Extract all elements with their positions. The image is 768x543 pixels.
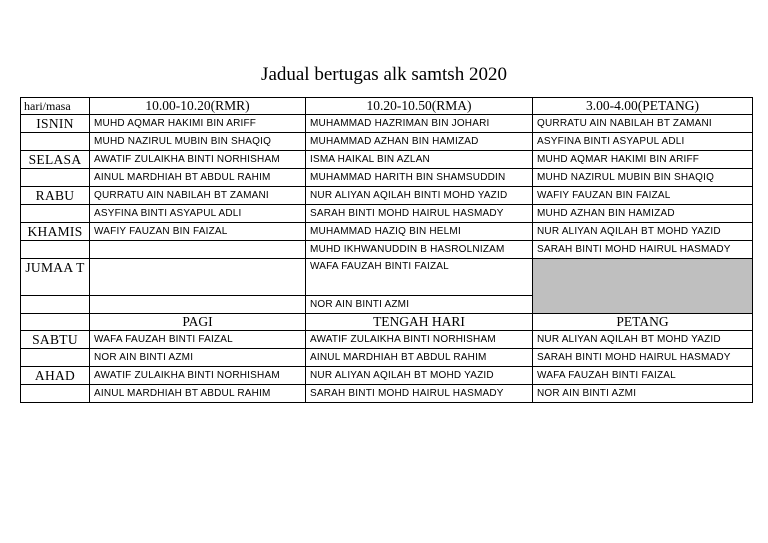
name-cell: MUHD IKHWANUDDIN B HASROLNIZAM [306, 241, 533, 259]
name-cell: ASYFINA BINTI ASYAPUL ADLI [90, 205, 306, 223]
day-cell [21, 296, 90, 314]
weekend-header-row [21, 314, 753, 331]
name-cell: QURRATU AIN NABILAH BT ZAMANI [90, 187, 306, 205]
header-slot-rmr: 10.00-10.20(RMR) [90, 98, 306, 115]
table-row [21, 133, 753, 151]
weekend-header-pagi: PAGI [90, 314, 306, 331]
name-cell: AWATIF ZULAIKHA BINTI NORHISHAM [90, 367, 306, 385]
name-cell: AINUL MARDHIAH BT ABDUL RAHIM [90, 169, 306, 187]
name-cell [90, 296, 306, 314]
day-cell [21, 205, 90, 223]
name-cell: NOR AIN BINTI AZMI [306, 296, 533, 314]
name-cell: NOR AIN BINTI AZMI [533, 385, 753, 403]
table-row [21, 385, 753, 403]
day-cell: AHAD [21, 367, 90, 385]
day-cell [21, 241, 90, 259]
header-slot-rma: 10.20-10.50(RMA) [306, 98, 533, 115]
name-cell: MUHD AQMAR HAKIMI BIN ARIFF [533, 151, 753, 169]
table-row [21, 331, 753, 349]
name-cell: MUHD NAZIRUL MUBIN BIN SHAQIQ [533, 169, 753, 187]
name-cell: ISMA HAIKAL BIN AZLAN [306, 151, 533, 169]
name-cell: ASYFINA BINTI ASYAPUL ADLI [533, 133, 753, 151]
name-cell: SARAH BINTI MOHD HAIRUL HASMADY [306, 205, 533, 223]
name-cell: AWATIF ZULAIKHA BINTI NORHISHAM [306, 331, 533, 349]
day-cell [21, 169, 90, 187]
day-cell [21, 133, 90, 151]
name-cell: AWATIF ZULAIKHA BINTI NORHISHAM [90, 151, 306, 169]
name-cell: AINUL MARDHIAH BT ABDUL RAHIM [90, 385, 306, 403]
table-row [21, 241, 753, 259]
day-cell [21, 385, 90, 403]
name-cell: SARAH BINTI MOHD HAIRUL HASMADY [306, 385, 533, 403]
day-cell: RABU [21, 187, 90, 205]
duty-roster-table [20, 97, 753, 403]
shaded-cell [533, 259, 753, 314]
name-cell: WAFA FAUZAH BINTI FAIZAL [533, 367, 753, 385]
name-cell: NUR ALIYAN AQILAH BT MOHD YAZID [533, 331, 753, 349]
table-row [21, 151, 753, 169]
name-cell: MUHD AQMAR HAKIMI BIN ARIFF [90, 115, 306, 133]
name-cell: MUHD NAZIRUL MUBIN BIN SHAQIQ [90, 133, 306, 151]
name-cell: NUR ALIYAN AQILAH BT MOHD YAZID [533, 223, 753, 241]
name-cell [90, 241, 306, 259]
weekend-header-tengah-hari: TENGAH HARI [306, 314, 533, 331]
day-cell [21, 349, 90, 367]
table-row [21, 367, 753, 385]
day-cell: ISNIN [21, 115, 90, 133]
weekend-header-petang: PETANG [533, 314, 753, 331]
day-cell: SABTU [21, 331, 90, 349]
name-cell: WAFIY FAUZAN BIN FAIZAL [90, 223, 306, 241]
name-cell: WAFIY FAUZAN BIN FAIZAL [533, 187, 753, 205]
name-cell: MUHAMMAD AZHAN BIN HAMIZAD [306, 133, 533, 151]
header-row [21, 98, 753, 115]
table-row [21, 223, 753, 241]
name-cell: MUHAMMAD HAZIQ BIN HELMI [306, 223, 533, 241]
day-cell: KHAMIS [21, 223, 90, 241]
header-slot-petang: 3.00-4.00(PETANG) [533, 98, 753, 115]
table-row [21, 205, 753, 223]
name-cell: NUR ALIYAN AQILAH BT MOHD YAZID [306, 367, 533, 385]
name-cell [90, 259, 306, 296]
day-cell: SELASA [21, 151, 90, 169]
table-row [21, 169, 753, 187]
name-cell: WAFA FAUZAH BINTI FAIZAL [306, 259, 533, 296]
table-row [21, 187, 753, 205]
table-row [21, 115, 753, 133]
name-cell: NOR AIN BINTI AZMI [90, 349, 306, 367]
name-cell: AINUL MARDHIAH BT ABDUL RAHIM [306, 349, 533, 367]
day-cell-friday: JUMAA T [21, 259, 90, 296]
name-cell: WAFA FAUZAH BINTI FAIZAL [90, 331, 306, 349]
table-row [21, 349, 753, 367]
name-cell: MUHD AZHAN BIN HAMIZAD [533, 205, 753, 223]
document-title: Jadual bertugas alk samtsh 2020 [261, 64, 507, 85]
name-cell: MUHAMMAD HARITH BIN SHAMSUDDIN [306, 169, 533, 187]
table-row-friday [21, 259, 753, 296]
weekend-header-blank [21, 314, 90, 331]
name-cell: QURRATU AIN NABILAH BT ZAMANI [533, 115, 753, 133]
header-day-time: hari/masa [21, 98, 90, 115]
name-cell: MUHAMMAD HAZRIMAN BIN JOHARI [306, 115, 533, 133]
name-cell: SARAH BINTI MOHD HAIRUL HASMADY [533, 241, 753, 259]
name-cell: SARAH BINTI MOHD HAIRUL HASMADY [533, 349, 753, 367]
name-cell: NUR ALIYAN AQILAH BINTI MOHD YAZID [306, 187, 533, 205]
